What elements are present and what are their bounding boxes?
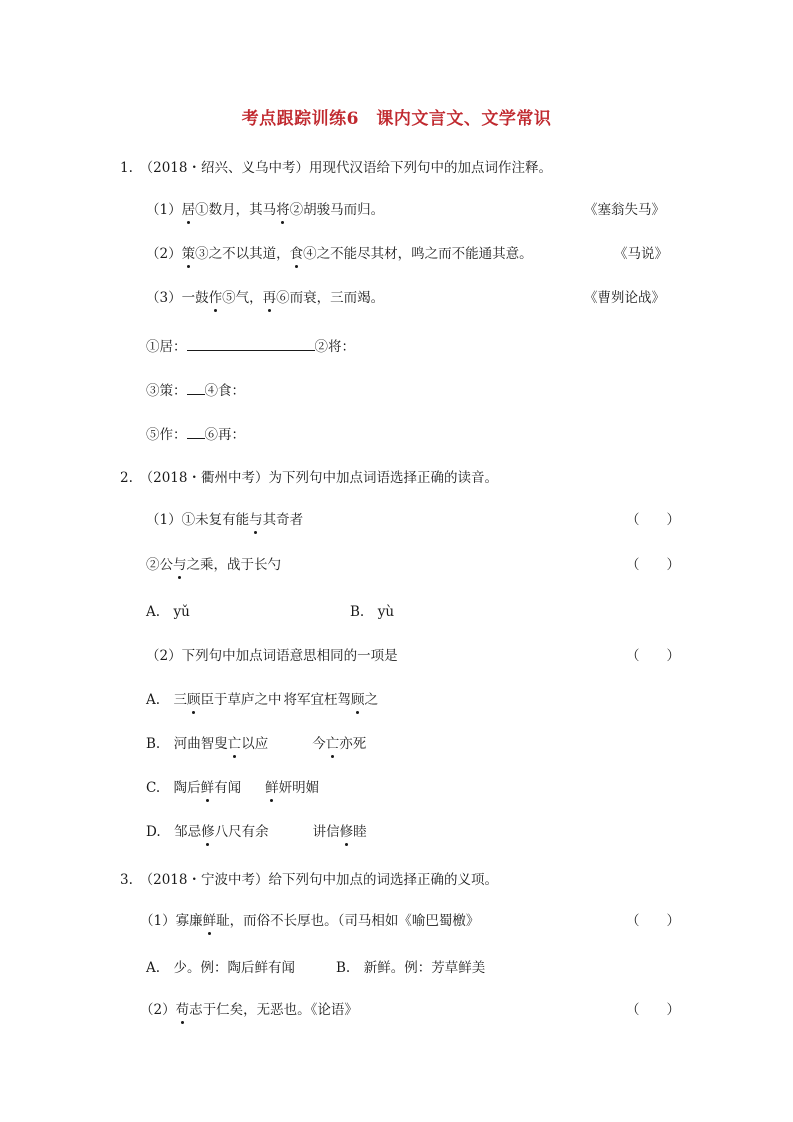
dotted-word: 食 bbox=[289, 246, 304, 262]
q2-option-b: B. yù bbox=[350, 604, 395, 620]
dotted-word: 与 bbox=[173, 557, 187, 573]
answer-parentheses[interactable]: （ ） bbox=[626, 557, 680, 573]
q1-sentence-3: （3）一鼓作⑤气，再⑥而衰，三而竭。 bbox=[146, 290, 385, 306]
q2-option-a: A. yǔ bbox=[146, 604, 190, 620]
q2-choice-b: B. 河曲智叟亡以应 今亡亦死 bbox=[146, 736, 367, 752]
dotted-word: 与 bbox=[249, 512, 263, 528]
q1-sentence-1: （1）居①数月，其马将②胡骏马而归。 bbox=[146, 202, 385, 218]
q3-part1: （1）寡廉鲜耻，而俗不长厚也。（司马相如《喻巴蜀檄》 bbox=[140, 913, 480, 929]
answer-parentheses[interactable]: （ ） bbox=[626, 648, 680, 664]
q1-answer-row-3: ⑤作： ⑥再： bbox=[146, 424, 245, 445]
answer-blank[interactable] bbox=[187, 336, 315, 351]
dotted-word: 居 bbox=[181, 202, 196, 218]
dotted-word: 亡 bbox=[227, 736, 242, 752]
q1-answer-row-2: ③策： ④食： bbox=[146, 380, 245, 401]
question-3-stem: 3. （2018・宁波中考）给下列句中加点的词选择正确的义项。 bbox=[120, 872, 498, 888]
dotted-word: 作 bbox=[208, 290, 223, 306]
dotted-word: 苟 bbox=[175, 1002, 190, 1018]
dotted-word: 修 bbox=[201, 824, 215, 840]
q3-option-a: A. 少。例：陶后鲜有闻 bbox=[146, 960, 296, 976]
page-title: 考点跟踪训练6 课内文言文、文学常识 bbox=[241, 109, 552, 129]
q1-source-2: 《马说》 bbox=[614, 246, 668, 262]
answer-parentheses[interactable]: （ ） bbox=[626, 1002, 680, 1018]
q2-part1-b: ②公与之乘，战于长勺 bbox=[146, 557, 281, 573]
dotted-word: 顾 bbox=[187, 692, 201, 708]
q1-answer-row-1: ①居： ②将： bbox=[146, 336, 355, 357]
dotted-word: 将 bbox=[276, 202, 290, 218]
q3-part2: （2）苟志于仁矣，无恶也。《论语》 bbox=[140, 1002, 358, 1018]
answer-parentheses[interactable]: （ ） bbox=[626, 913, 680, 929]
answer-blank[interactable] bbox=[187, 380, 205, 395]
q1-source-3: 《曹刿论战》 bbox=[584, 290, 665, 306]
q1-source-1: 《塞翁失马》 bbox=[584, 202, 665, 218]
dotted-word: 鲜 bbox=[200, 780, 215, 796]
answer-parentheses[interactable]: （ ） bbox=[626, 512, 680, 528]
q1-sentence-2: （2）策③之不以其道，食④之不能尽其材，鸣之而不能通其意。 bbox=[146, 246, 533, 262]
dotted-word: 顾 bbox=[351, 692, 365, 708]
q2-part2: （2）下列句中加点词语意思相同的一项是 bbox=[146, 648, 398, 664]
dotted-word: 再 bbox=[262, 290, 277, 306]
q2-part1-a: （1）①未复有能与其奇者 bbox=[146, 512, 304, 528]
dotted-word: 鲜 bbox=[202, 913, 217, 929]
q2-choice-c: C. 陶后鲜有闻 鲜妍明媚 bbox=[146, 780, 320, 796]
answer-blank[interactable] bbox=[187, 424, 205, 439]
q2-choice-a: A. 三顾臣于草庐之中 将军宜枉驾顾之 bbox=[146, 692, 379, 708]
question-1-stem: 1. （2018・绍兴、义乌中考）用现代汉语给下列句中的加点词作注释。 bbox=[120, 160, 552, 176]
q3-option-b: B. 新鲜。例：芳草鲜美 bbox=[336, 960, 486, 976]
dotted-word: 亡 bbox=[325, 736, 340, 752]
dotted-word: 修 bbox=[339, 824, 354, 840]
q2-choice-d: D. 邹忌修八尺有余 讲信修睦 bbox=[146, 824, 367, 840]
question-2-stem: 2. （2018・衢州中考）为下列句中加点词语选择正确的读音。 bbox=[120, 470, 498, 486]
dotted-word: 鲜 bbox=[265, 780, 279, 796]
dotted-word: 策 bbox=[181, 246, 196, 262]
